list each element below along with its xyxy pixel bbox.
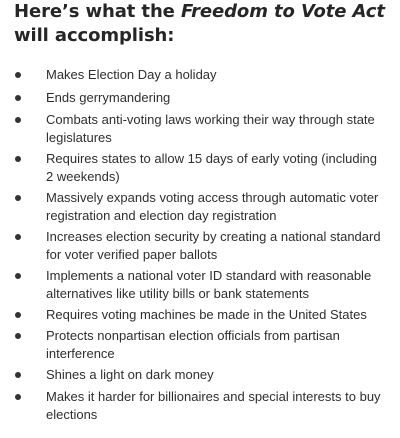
heading-act-name: Freedom to Vote Act xyxy=(180,1,385,22)
list-item-text: Combats anti-voting laws working their way through state legislatures xyxy=(46,112,375,145)
bullet-icon xyxy=(15,372,21,378)
list-item xyxy=(0,150,400,186)
bullet-icon xyxy=(15,273,21,279)
bullet-icon xyxy=(15,195,21,201)
list-item xyxy=(0,89,400,107)
list-item xyxy=(0,189,400,225)
list-item-text: Makes Election Day a holiday xyxy=(46,67,217,82)
list-item xyxy=(0,366,400,384)
bullet-icon xyxy=(15,312,21,318)
bullet-icon xyxy=(15,95,21,101)
list-item-text: Shines a light on dark money xyxy=(46,367,214,382)
bullet-icon xyxy=(15,72,21,78)
bullet-icon xyxy=(15,156,21,162)
list-item xyxy=(0,66,400,84)
bullet-icon xyxy=(15,234,21,240)
bullet-icon xyxy=(15,394,21,400)
heading-suffix: will accomplish: xyxy=(14,25,175,46)
bullet-icon xyxy=(15,117,21,123)
heading xyxy=(14,0,394,48)
list-item-text: Requires states to allow 15 days of early voting (including 2 weekends) xyxy=(46,151,377,184)
list-item xyxy=(0,228,400,264)
list-item xyxy=(0,388,400,424)
list-item-text: Makes it harder for billionaires and special interests to buy elections xyxy=(46,389,381,422)
list-item-text: Implements a national voter ID standard with reasonable alternatives like utility bills or bank statements xyxy=(46,268,372,301)
list-item-text: Massively expands voting access through automatic voter registration and election day registration xyxy=(46,190,379,223)
list-item-text: Requires voting machines be made in the United States xyxy=(46,307,367,322)
list-item-text: Increases election security by creating a national standard for voter verified paper ballots xyxy=(46,229,381,262)
list-item xyxy=(0,306,400,324)
heading-prefix: Here’s what the xyxy=(14,1,181,22)
list-item-text: Protects nonpartisan election officials from partisan interference xyxy=(46,328,340,361)
bullet-icon xyxy=(15,333,21,339)
list-item xyxy=(0,327,400,363)
provisions-list xyxy=(0,66,400,424)
list-item xyxy=(0,111,400,147)
list-item xyxy=(0,267,400,303)
list-item-text: Ends gerrymandering xyxy=(46,90,171,105)
